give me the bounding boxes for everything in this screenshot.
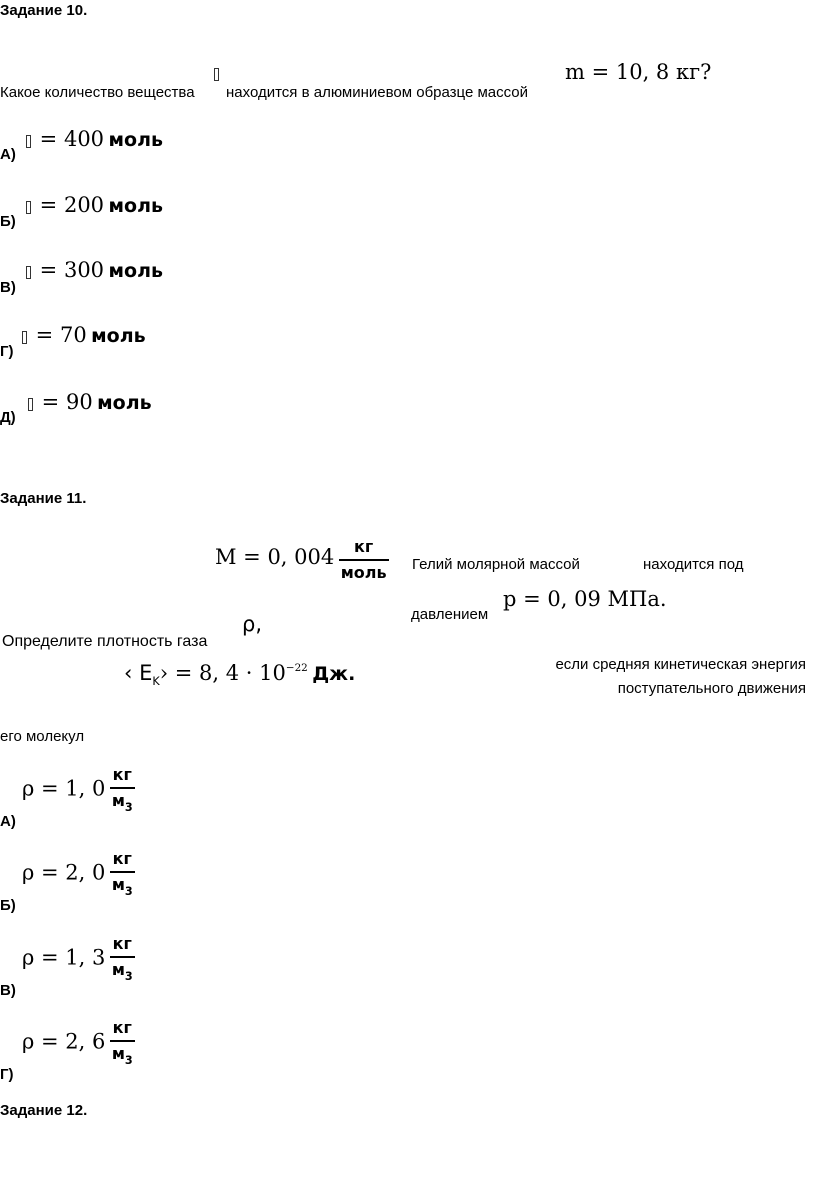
task-10-option-letter: В): [0, 279, 16, 296]
task-11-heading: Задание 11.: [0, 490, 87, 507]
task-11-option-b: ρ = 2, 0 $\frac{кг}{м_3}$: [22, 849, 133, 898]
if-text-line1: если средняя кинетическая энергия: [555, 656, 806, 673]
task-12-heading: Задание 12.: [0, 1102, 88, 1119]
rho-symbol: ρ,: [242, 612, 263, 636]
task-11-option-d: ρ = 2, 6 $\frac{кг}{м_3}$: [22, 1018, 133, 1067]
task-11-option-c: ρ = 1, 3 $\frac{кг}{м_3}$: [22, 934, 133, 983]
task-10-option-letter: Д): [0, 409, 16, 426]
task-11-option-a: ρ = 1, 0 $\frac{кг}{м_3}$: [22, 765, 133, 814]
task-10-option-a: = 400 моль: [26, 127, 163, 151]
placeholder-glyph-icon: [28, 398, 33, 411]
task-10-question-part1: Какое количество вещества: [0, 84, 195, 101]
task-10-heading: Задание 10.: [0, 2, 88, 19]
task-10-option-c: = 300 моль: [26, 258, 163, 282]
placeholder-glyph-icon: [26, 135, 31, 148]
task-10-option-e: = 90 моль: [28, 390, 152, 414]
placeholder-glyph-icon: [26, 201, 31, 214]
placeholder-glyph-icon: [214, 66, 221, 84]
task-11-option-letter: А): [0, 813, 16, 830]
task-10-option-letter: А): [0, 146, 16, 163]
task-11-option-letter: Б): [0, 897, 16, 914]
task-10-option-d: = 70 моль: [22, 323, 146, 347]
task-10-option-b: = 200 моль: [26, 193, 163, 217]
molar-mass-expression: M = 0, 004 $\frac{кг}{\text{моль}}$: [215, 537, 387, 582]
pressure-label: давлением: [411, 606, 489, 623]
task-11-option-letter: В): [0, 982, 16, 999]
task-10-question-part2: находится в алюминиевом образце массой: [226, 84, 529, 101]
placeholder-glyph-icon: [26, 266, 31, 279]
under-text: находится под: [643, 556, 744, 573]
placeholder-glyph-icon: [22, 331, 27, 344]
energy-expression: ‹ $E_K› = 8$, $4 \cdot 10^{-22}$ Дж.: [124, 661, 356, 688]
mass-expression: m = 10, 8 кг?: [565, 60, 712, 84]
molecules-text: его молекул: [0, 728, 85, 745]
task-10-option-letter: Г): [0, 343, 14, 360]
define-text: Определите плотность газа: [2, 633, 208, 650]
if-text-line2: поступательного движения: [617, 680, 806, 697]
pressure-expression: p = 0, 09 МПа.: [503, 587, 667, 611]
helium-text: Гелий молярной массой: [412, 556, 580, 573]
task-11-option-letter: Г): [0, 1066, 14, 1083]
task-10-option-letter: Б): [0, 213, 16, 230]
